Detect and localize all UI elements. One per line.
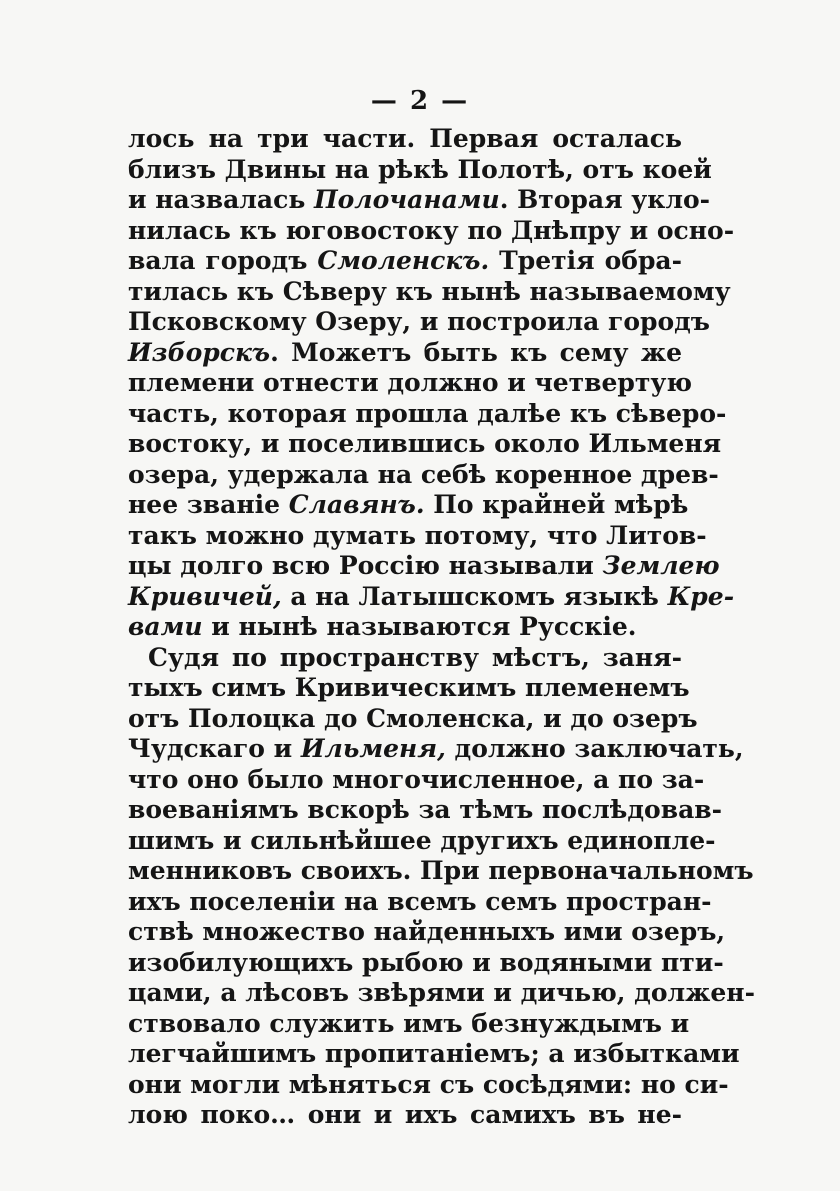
text-segment: изобилующихъ рыбою и водяными пти- (128, 947, 724, 977)
text-line (128, 398, 727, 429)
text-segment: вала городъ (128, 246, 318, 275)
text-segment: они могли мѣняться съ сосѣдями: но си- (128, 1069, 729, 1099)
italic-segment: Кривичей, (128, 581, 282, 611)
text-segment: нилась къ юговостоку по Днѣпру и осно- (128, 215, 735, 245)
text-segment: востоку, и поселившись около Ильменя (128, 429, 722, 458)
italic-segment: Землею (602, 551, 720, 580)
text-line (128, 947, 724, 978)
italic-segment: Смоленскъ. (317, 246, 490, 275)
text-line (128, 764, 705, 795)
text-line (128, 1069, 729, 1100)
text-segment: тилась къ Сѣверу къ нынѣ называемому (128, 276, 731, 306)
text-line (128, 276, 731, 307)
text-line (128, 1100, 682, 1130)
text-segment: . Вторая укло- (499, 185, 711, 214)
text-line (128, 825, 716, 856)
text-line (128, 246, 682, 276)
text-segment: ствѣ множество найденныхъ ими озеръ, (128, 917, 726, 946)
text-line (128, 917, 726, 947)
text-line (128, 520, 707, 551)
text-segment: Псковскому Озеру, и построила городъ (128, 307, 710, 336)
text-segment: менниковъ своихъ. При первоначальномъ (128, 856, 754, 885)
text-segment: воеваніямъ вскорѣ за тѣмъ послѣдовав- (128, 795, 723, 824)
text-segment: цы долго всю Россію называли (128, 551, 603, 580)
text-line (128, 307, 710, 337)
text-segment: нее званіе (128, 490, 289, 519)
text-segment: . Можетъ быть къ сему же (270, 337, 682, 367)
text-segment: По крайней мѣрѣ (424, 490, 689, 519)
text-line (128, 1039, 740, 1069)
page-number: — 2 — (370, 86, 470, 116)
text-segment: часть, которая прошла далѣе къ сѣверо- (128, 398, 727, 428)
text-line (128, 124, 682, 154)
text-line (128, 154, 712, 185)
text-segment: отъ Полоцка до Смоленска, и до озеръ (128, 703, 698, 733)
text-line (128, 215, 735, 246)
text-line (148, 643, 682, 673)
text-segment: и назвалась (128, 185, 314, 214)
text-segment: племени отнести должно и четвертую (128, 368, 693, 397)
text-segment: а на Латышскомъ языкѣ (281, 581, 668, 611)
text-line (128, 429, 722, 459)
text-line (128, 185, 711, 215)
text-segment: тыхъ симъ Кривическимъ племенемъ (128, 673, 690, 702)
text-segment: цами, а лѣсовъ звѣрями и дичью, должен- (128, 978, 755, 1007)
text-segment: Третія обра- (489, 246, 683, 275)
text-line (128, 734, 744, 764)
text-segment: Судя по пространству мѣстъ, заня- (148, 642, 682, 672)
text-line (128, 459, 719, 490)
text-line (128, 673, 690, 703)
text-segment: ихъ поселеніи на всемъ семъ простран- (128, 886, 712, 916)
text-line (128, 581, 735, 612)
italic-segment: Славянъ. (288, 490, 425, 519)
text-segment: шимъ и сильнѣйшее другихъ единопле- (128, 825, 716, 855)
italic-segment: Кре- (667, 581, 735, 611)
text-segment: лою поко… они и ихъ самихъ въ не- (128, 1100, 682, 1129)
italic-segment: Полочанами (314, 185, 500, 214)
text-segment: близъ Двины на рѣкѣ Полотѣ, отъ коей (128, 154, 712, 184)
italic-segment: Ильменя, (300, 734, 446, 763)
text-line (128, 978, 755, 1008)
italic-segment: Изборскъ (128, 337, 271, 367)
text-line (128, 703, 698, 734)
text-line (128, 612, 682, 642)
text-line (128, 795, 723, 825)
text-segment: озера, удержала на себѣ коренное древ- (128, 459, 719, 489)
text-segment: такъ можно думать потому, что Литов- (128, 520, 707, 550)
text-line (128, 490, 689, 520)
text-segment: Чудскаго и (128, 734, 301, 763)
text-segment: что оно было многочисленное, а по за- (128, 764, 705, 794)
text-line (128, 338, 682, 368)
text-line (128, 856, 754, 886)
text-line (128, 1008, 690, 1039)
text-segment: и нынѣ называются Русскіе. (202, 612, 637, 641)
italic-segment: вами (128, 612, 203, 641)
text-segment: легчайшимъ пропитаніемъ; а избытками (128, 1039, 740, 1068)
text-line (128, 886, 712, 917)
text-segment: лось на три части. Первая осталась (128, 124, 682, 153)
text-line (128, 368, 693, 398)
text-segment: ствовало служить имъ безнуждымъ и (128, 1008, 690, 1038)
text-line (128, 551, 720, 581)
text-segment: должно заключать, (445, 734, 744, 763)
